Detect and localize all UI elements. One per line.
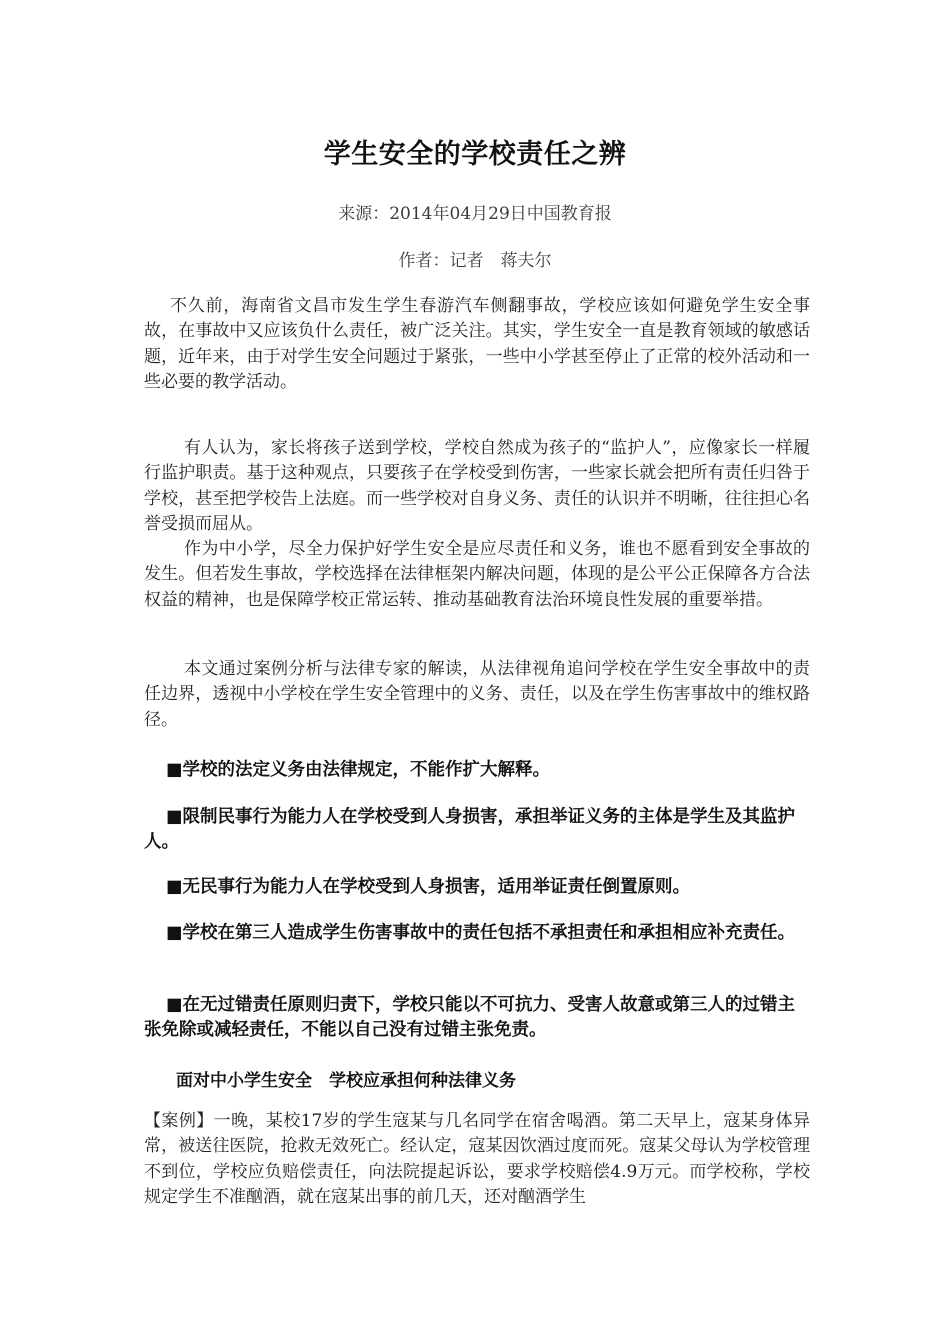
article-source: 来源：2014年04月29日中国教育报 xyxy=(338,204,612,224)
key-point: ■在无过错责任原则归责下，学校只能以不可抗力、受害人故意或第三人的过错主张免除或减轻责任，不能以自己没有过错主张免责。 xyxy=(144,995,796,1040)
article-title: 学生安全的学校责任之辨 xyxy=(323,139,627,170)
article-author: 作者：记者 蒋夫尔 xyxy=(398,251,552,271)
key-point: ■学校在第三人造成学生伤害事故中的责任包括不承担责任和承担相应补充责任。 xyxy=(166,923,796,943)
body-paragraph: 有人认为，家长将孩子送到学校，学校自然成为孩子的“监护人”，应像家长一样履行监护职责。基于这种观点，只要孩子在学校受到伤害，一些家长就会把所有责任归咎于学校，甚至把学校告上法庭。而一些学校对自身义务、责任的认识并不明晰，往往担心名誉受损而屈从。 xyxy=(144,438,810,535)
body-paragraph: 本文通过案例分析与法律专家的解读，从法律视角追问学校在学生安全事故中的责任边界，透视中小学校在学生安全管理中的义务、责任，以及在学生伤害事故中的维权路径。 xyxy=(144,659,810,730)
key-point: ■无民事行为能力人在学校受到人身损害，适用举证责任倒置原则。 xyxy=(166,877,691,897)
key-point: ■学校的法定义务由法律规定，不能作扩大解释。 xyxy=(166,760,551,780)
intro-paragraph: 不久前，海南省文昌市发生学生春游汽车侧翻事故，学校应该如何避免学生安全事故，在事故中又应该负什么责任，被广泛关注。其实，学生安全一直是教育领域的敏感话题，近年来，由于对学生安全问题过于紧张，一些中小学甚至停止了正常的校外活动和一些必要的教学活动。 xyxy=(144,296,810,393)
key-point: ■限制民事行为能力人在学校受到人身损害，承担举证义务的主体是学生及其监护人。 xyxy=(144,807,796,852)
body-paragraph: 作为中小学，尽全力保护好学生安全是应尽责任和义务，谁也不愿看到安全事故的发生。但若发生事故，学校选择在法律框架内解决问题，体现的是公平公正保障各方合法权益的精神，也是保障学校正常运转、推动基础教育法治环境良性发展的重要举措。 xyxy=(144,539,810,610)
case-paragraph: 【案例】一晚，某校17岁的学生寇某与几名同学在宿舍喝酒。第二天早上，寇某身体异常，被送往医院，抢救无效死亡。经认定，寇某因饮酒过度而死。寇某父母认为学校管理不到位，学校应负赔偿责任，向法院提起诉讼，要求学校赔偿4.9万元。而学校称，学校规定学生不准酗酒，就在寇某出事的前几天，还对酗酒学生 xyxy=(144,1111,810,1208)
section-heading: 面对中小学生安全 学校应承担何种法律义务 xyxy=(176,1071,516,1091)
